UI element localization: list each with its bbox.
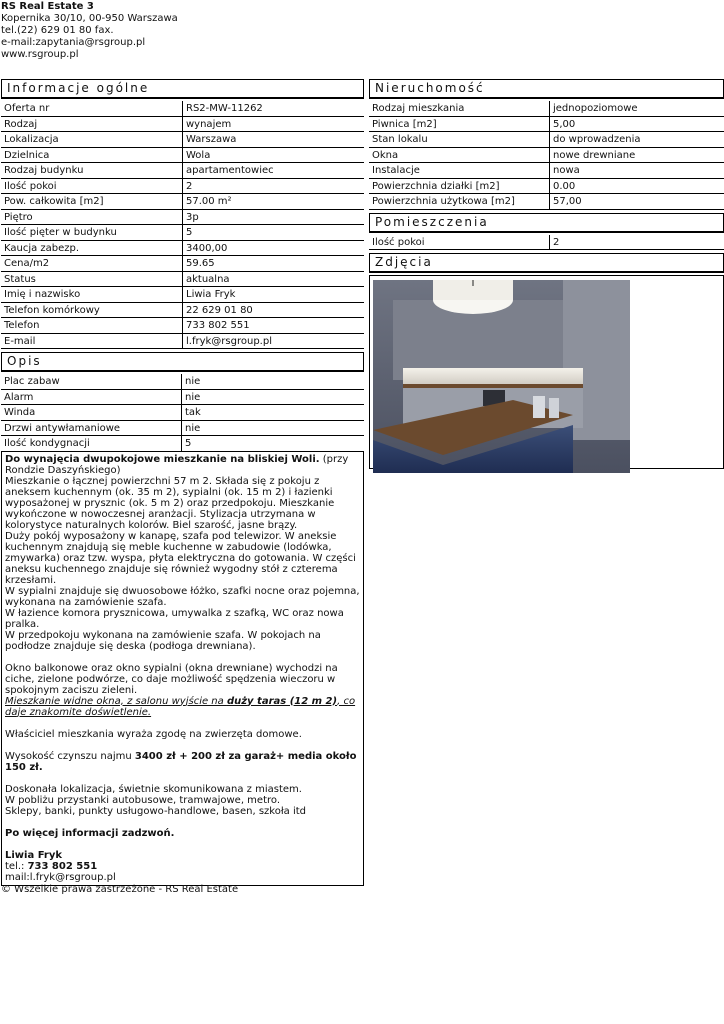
general-label: Piętro [1, 210, 182, 226]
section-title-property: Nieruchomość [369, 79, 724, 99]
general-value: 2 [182, 179, 364, 195]
general-row [1, 225, 364, 241]
general-label: Lokalizacja [1, 132, 182, 148]
desc-para: W sypialni znajduje się dwuosobowe łóżko, szafki nocne oraz pojemna, wykonana na zamówienie szafa. [5, 585, 360, 608]
general-label: Status [1, 272, 182, 288]
contact-name: Liwia Fryk [5, 849, 62, 861]
property-value: 5,00 [549, 117, 724, 133]
photo-container [369, 275, 724, 469]
general-label: Kaucja zabezp. [1, 241, 182, 257]
general-row [1, 272, 364, 288]
property-value: jednopoziomowe [549, 101, 724, 117]
general-value: 57.00 m² [182, 194, 364, 210]
desc-para: Właściciel mieszkania wyraża zgodę na zwierzęta domowe. [5, 728, 302, 740]
general-label: Cena/m2 [1, 256, 182, 272]
general-value: 22 629 01 80 [182, 303, 364, 319]
property-label: Powierzchnia użytkowa [m2] [369, 194, 549, 210]
general-label: Telefon [1, 318, 182, 334]
property-row [369, 163, 724, 179]
property-value: 0.00 [549, 179, 724, 195]
desc-para: W pobliżu przystanki autobusowe, tramwajowe, metro. [5, 794, 280, 806]
property-label: Rodzaj mieszkania [369, 101, 549, 117]
company-name: RS Real Estate 3 [1, 1, 94, 12]
rooms-value: 2 [549, 235, 724, 251]
opis-value: tak [181, 405, 364, 421]
property-row [369, 132, 724, 148]
opis-label: Winda [1, 405, 181, 421]
general-row [1, 318, 364, 334]
company-www[interactable]: www.rsgroup.pl [1, 49, 79, 60]
general-value: 3p [182, 210, 364, 226]
opis-row [1, 405, 364, 421]
general-row [1, 148, 364, 164]
opis-value: nie [181, 390, 364, 406]
desc-para: Duży pokój wyposażony w kanapę, szafa pod telewizor. W aneksie kuchennym znajdują się meble kuchenne w zabudowie (lodówka, zmywarka) oraz tzw. wyspa, płyta elektryczna do gotowania. W części aneksu kuchennego znajduje się również wygodny stół z czterema krzesłami. [5, 530, 356, 586]
section-title-general: Informacje ogólne [1, 79, 364, 99]
opis-label: Ilość kondygnacji [1, 436, 181, 452]
desc-para: Mieszkanie o łącznej powierzchni 57 m 2. Składa się z pokoju z aneksem kuchennym (ok. 35 m 2), sypialni (ok. 15 m 2) i łazienki wyposażonej w prysznic (ok. 5 m 2) oraz przedpokoju. Mieszkanie wykończone w nowoczesnej aranżacji. Stylizacja utrzymana w kolorystyce naturalnych kolorów. Biel szarość, jasne brązy. [5, 475, 335, 531]
general-row [1, 210, 364, 226]
general-label: E-mail [1, 334, 182, 350]
general-row [1, 334, 364, 350]
general-label: Pow. całkowita [m2] [1, 194, 182, 210]
desc-para: W przedpokoju wykonana na zamówienie szafa. W pokojach na podłodze znajduje się deska (podłoga drewniana). [5, 629, 321, 652]
property-label: Piwnica [m2] [369, 117, 549, 133]
rooms-table [369, 235, 724, 251]
property-label: Instalacje [369, 163, 549, 179]
left-column [1, 79, 364, 886]
general-label: Rodzaj budynku [1, 163, 182, 179]
section-title-opis: Opis [1, 352, 364, 372]
property-row [369, 194, 724, 210]
general-row [1, 132, 364, 148]
property-row [369, 117, 724, 133]
general-label: Oferta nr [1, 101, 182, 117]
property-value: do wprowadzenia [549, 132, 724, 148]
opis-row [1, 436, 364, 452]
opis-label: Plac zabaw [1, 374, 181, 390]
general-table [1, 101, 364, 349]
general-value: 3400,00 [182, 241, 364, 257]
desc-para: W łazience komora prysznicowa, umywalka z szafką, WC oraz nowa pralka. [5, 607, 344, 630]
general-row [1, 303, 364, 319]
property-label: Okna [369, 148, 549, 164]
desc-lead: Do wynajęcia dwupokojowe mieszkanie na bliskiej Woli. (przy Rondzie Daszyńskiego) [5, 453, 349, 476]
property-label: Stan lokalu [369, 132, 549, 148]
desc-para: Sklepy, banki, punkty usługowo-handlowe, basen, szkoła itd [5, 805, 307, 817]
apartment-photo[interactable] [373, 280, 630, 473]
contact-mail[interactable]: mail:l.fryk@rsgroup.pl [5, 871, 116, 883]
desc-rent: Wysokość czynszu najmu 3400 zł + 200 zł za garaż+ media około 150 zł. [5, 750, 357, 773]
general-label: Ilość pięter w budynku [1, 225, 182, 241]
description [1, 452, 364, 886]
general-value: 59.65 [182, 256, 364, 272]
general-value: apartamentowiec [182, 163, 364, 179]
company-address: Kopernika 30/10, 00-950 Warszawa [1, 13, 178, 24]
opis-label: Drzwi antywłamaniowe [1, 421, 181, 437]
desc-para: Doskonała lokalizacja, świetnie skomunikowana z miastem. [5, 783, 302, 795]
general-row [1, 256, 364, 272]
section-title-photos: Zdjęcia [369, 253, 724, 273]
rooms-row [369, 235, 724, 251]
general-row [1, 179, 364, 195]
general-row [1, 241, 364, 257]
company-phone: tel.(22) 629 01 80 fax. [1, 25, 114, 36]
general-value: aktualna [182, 272, 364, 288]
general-value: 5 [182, 225, 364, 241]
property-value: nowa [549, 163, 724, 179]
general-label: Rodzaj [1, 117, 182, 133]
opis-row [1, 421, 364, 437]
general-row [1, 194, 364, 210]
general-value: wynajem [182, 117, 364, 133]
property-table [369, 101, 724, 210]
property-value: 57,00 [549, 194, 724, 210]
opis-value: 5 [181, 436, 364, 452]
desc-para: Okno balkonowe oraz okno sypialni (okna drewniane) wychodzi na ciche, zielone podwórze, co daje możliwość spędzenia wieczoru w spokojnym zaciszu zieleni. [5, 662, 338, 696]
opis-label: Alarm [1, 390, 181, 406]
contact-tel: tel.: 733 802 551 [5, 860, 98, 872]
property-label: Powierzchnia działki [m2] [369, 179, 549, 195]
opis-value: nie [181, 421, 364, 437]
general-value: 733 802 551 [182, 318, 364, 334]
general-value: Warszawa [182, 132, 364, 148]
general-label: Telefon komórkowy [1, 303, 182, 319]
general-value: Liwia Fryk [182, 287, 364, 303]
right-column [369, 79, 724, 469]
footer-copyright: © Wszelkie prawa zastrzeżone - RS Real Estate [1, 884, 239, 895]
property-row [369, 148, 724, 164]
general-label: Imię i nazwisko [1, 287, 182, 303]
opis-row [1, 374, 364, 390]
company-header [1, 1, 178, 61]
general-value: Wola [182, 148, 364, 164]
general-row [1, 101, 364, 117]
desc-call: Po więcej informacji zadzwoń. [5, 827, 175, 839]
company-email[interactable]: e-mail:zapytania@rsgroup.pl [1, 37, 146, 48]
opis-table [1, 374, 364, 452]
general-label: Ilość pokoi [1, 179, 182, 195]
opis-value: nie [181, 374, 364, 390]
opis-row [1, 390, 364, 406]
general-row [1, 287, 364, 303]
general-label: Dzielnica [1, 148, 182, 164]
rooms-label: Ilość pokoi [369, 235, 549, 251]
section-title-rooms: Pomieszczenia [369, 213, 724, 233]
property-row [369, 101, 724, 117]
property-row [369, 179, 724, 195]
general-value: RS2-MW-11262 [182, 101, 364, 117]
general-row [1, 163, 364, 179]
property-value: nowe drewniane [549, 148, 724, 164]
general-row [1, 117, 364, 133]
general-value: l.fryk@rsgroup.pl [182, 334, 364, 350]
desc-para-italic: Mieszkanie widne okna, z salonu wyjście na duży taras (12 m 2), co daje znakomite doświetlenie. [5, 695, 356, 718]
